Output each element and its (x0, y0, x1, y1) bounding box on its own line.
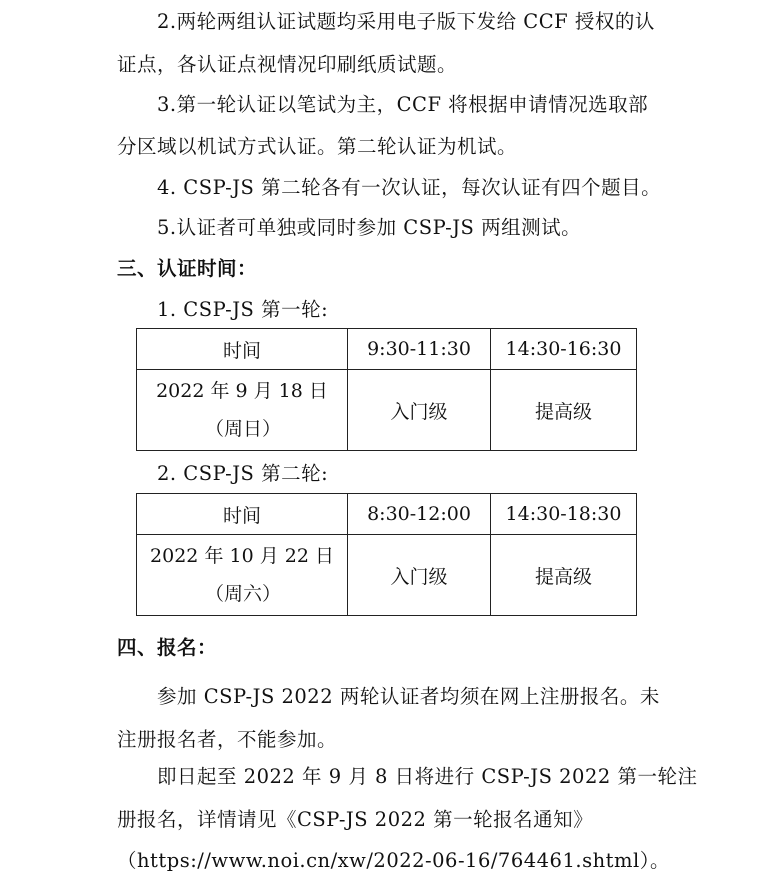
item3-line2: 分区域以机试方式认证。第二轮认证为机试。 (117, 135, 518, 158)
round2-header-afternoon: 14:30-18:30 (491, 494, 637, 535)
round2-header-time: 时间 (137, 494, 348, 535)
section4-heading: 四、报名： (117, 636, 218, 659)
round2-level-senior: 提高级 (491, 535, 637, 616)
para2-line2: 册报名，详情请见《CSP-JS 2022 第一轮报名通知》 (117, 808, 594, 831)
round1-date-cell (137, 370, 348, 451)
round1-label: 1. CSP-JS 第一轮: (157, 298, 329, 321)
round2-schedule-table (136, 493, 637, 616)
item3-line1: 3.第一轮认证以笔试为主，CCF 将根据申请情况选取部 (157, 93, 649, 116)
item2-line2: 证点，各认证点视情况印刷纸质试题。 (117, 53, 458, 76)
round1-header-afternoon: 14:30-16:30 (491, 329, 637, 370)
para1-line1: 参加 CSP-JS 2022 两轮认证者均须在网上注册报名。未 (157, 685, 660, 708)
item5: 5.认证者可单独或同时参加 CSP-JS 两组测试。 (157, 216, 582, 239)
round1-weekday: （周日） (205, 418, 282, 440)
para2-line3-url: （https://www.noi.cn/xw/2022-06-16/764461.shtml）。 (117, 849, 670, 872)
round1-schedule-table (136, 328, 637, 451)
round2-date: 2022 年 10 月 22 日 (150, 545, 334, 567)
round1-level-junior: 入门级 (348, 370, 491, 451)
round1-header-morning: 9:30-11:30 (348, 329, 491, 370)
round1-date: 2022 年 9 月 18 日 (156, 380, 328, 402)
para2-line1: 即日起至 2022 年 9 月 8 日将进行 CSP-JS 2022 第一轮注 (157, 765, 698, 788)
para1-line2: 注册报名者，不能参加。 (117, 728, 338, 751)
item2-line1: 2.两轮两组认证试题均采用电子版下发给 CCF 授权的认 (157, 10, 655, 33)
round2-weekday: （周六） (205, 583, 282, 605)
section3-heading: 三、认证时间： (117, 257, 258, 280)
round1-level-senior: 提高级 (491, 370, 637, 451)
round2-date-cell (137, 535, 348, 616)
item4: 4. CSP-JS 第二轮各有一次认证，每次认证有四个题目。 (157, 176, 662, 199)
round2-header-morning: 8:30-12:00 (348, 494, 491, 535)
round2-label: 2. CSP-JS 第二轮: (157, 462, 329, 485)
round2-level-junior: 入门级 (348, 535, 491, 616)
round1-header-time: 时间 (137, 329, 348, 370)
